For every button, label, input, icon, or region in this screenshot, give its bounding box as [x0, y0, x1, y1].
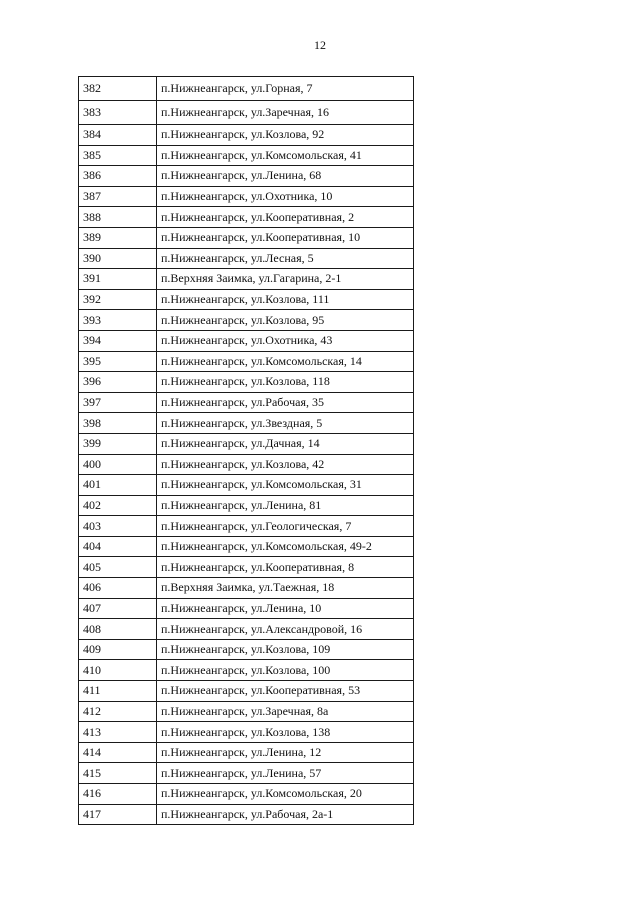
address-cell: п.Нижнеангарск, ул.Звездная, 5: [157, 413, 414, 434]
row-number-cell: 389: [79, 227, 157, 248]
address-cell: п.Нижнеангарск, ул.Кооперативная, 8: [157, 557, 414, 578]
row-number-cell: 403: [79, 516, 157, 537]
row-number-cell: 396: [79, 372, 157, 393]
address-cell: п.Нижнеангарск, ул.Охотника, 43: [157, 330, 414, 351]
table-row: [79, 351, 414, 372]
table-row: [79, 166, 414, 187]
table-row: [79, 701, 414, 722]
table-row: [79, 681, 414, 702]
row-number-cell: 387: [79, 186, 157, 207]
table-row: [79, 269, 414, 290]
row-number-cell: 382: [79, 77, 157, 101]
table-row: [79, 578, 414, 599]
page-number: 12: [314, 38, 326, 52]
table-row: [79, 207, 414, 228]
address-cell: п.Нижнеангарск, ул.Козлова, 95: [157, 310, 414, 331]
row-number-cell: 412: [79, 701, 157, 722]
table-row: [79, 125, 414, 146]
row-number-cell: 393: [79, 310, 157, 331]
table-row: [79, 598, 414, 619]
row-number-cell: 383: [79, 101, 157, 125]
address-cell: п.Нижнеангарск, ул.Горная, 7: [157, 77, 414, 101]
address-cell: п.Нижнеангарск, ул.Кооперативная, 10: [157, 227, 414, 248]
table-row: [79, 804, 414, 825]
address-cell: п.Нижнеангарск, ул.Рабочая, 35: [157, 392, 414, 413]
address-cell: п.Нижнеангарск, ул.Комсомольская, 14: [157, 351, 414, 372]
row-number-cell: 399: [79, 433, 157, 454]
row-number-cell: 409: [79, 639, 157, 660]
address-cell: п.Нижнеангарск, ул.Комсомольская, 49-2: [157, 536, 414, 557]
row-number-cell: 410: [79, 660, 157, 681]
table-row: [79, 433, 414, 454]
address-cell: п.Нижнеангарск, ул.Ленина, 12: [157, 742, 414, 763]
address-cell: п.Нижнеангарск, ул.Дачная, 14: [157, 433, 414, 454]
table-row: [79, 77, 414, 101]
address-cell: п.Нижнеангарск, ул.Ленина, 57: [157, 763, 414, 784]
address-cell: п.Нижнеангарск, ул.Заречная, 8а: [157, 701, 414, 722]
row-number-cell: 395: [79, 351, 157, 372]
row-number-cell: 416: [79, 784, 157, 805]
address-cell: п.Нижнеангарск, ул.Заречная, 16: [157, 101, 414, 125]
table-row: [79, 475, 414, 496]
address-cell: п.Нижнеангарск, ул.Ленина, 81: [157, 495, 414, 516]
address-cell: п.Нижнеангарск, ул.Козлова, 138: [157, 722, 414, 743]
row-number-cell: 404: [79, 536, 157, 557]
table-row: [79, 392, 414, 413]
row-number-cell: 401: [79, 475, 157, 496]
row-number-cell: 397: [79, 392, 157, 413]
row-number-cell: 398: [79, 413, 157, 434]
table-row: [79, 742, 414, 763]
row-number-cell: 415: [79, 763, 157, 784]
table-row: [79, 660, 414, 681]
row-number-cell: 390: [79, 248, 157, 269]
table-row: [79, 784, 414, 805]
table-row: [79, 227, 414, 248]
address-cell: п.Нижнеангарск, ул.Ленина, 68: [157, 166, 414, 187]
address-cell: п.Нижнеангарск, ул.Козлова, 42: [157, 454, 414, 475]
address-cell: п.Нижнеангарск, ул.Козлова, 92: [157, 125, 414, 146]
address-cell: п.Нижнеангарск, ул.Александровой, 16: [157, 619, 414, 640]
row-number-cell: 406: [79, 578, 157, 599]
address-cell: п.Нижнеангарск, ул.Охотника, 10: [157, 186, 414, 207]
address-cell: п.Нижнеангарск, ул.Комсомольская, 20: [157, 784, 414, 805]
table-row: [79, 248, 414, 269]
table-row: [79, 186, 414, 207]
address-cell: п.Нижнеангарск, ул.Геологическая, 7: [157, 516, 414, 537]
address-cell: п.Нижнеангарск, ул.Кооперативная, 2: [157, 207, 414, 228]
row-number-cell: 400: [79, 454, 157, 475]
row-number-cell: 405: [79, 557, 157, 578]
address-table: [78, 76, 414, 825]
address-cell: п.Нижнеангарск, ул.Козлова, 109: [157, 639, 414, 660]
row-number-cell: 414: [79, 742, 157, 763]
address-cell: п.Нижнеангарск, ул.Комсомольская, 31: [157, 475, 414, 496]
table-row: [79, 557, 414, 578]
table-row: [79, 619, 414, 640]
row-number-cell: 388: [79, 207, 157, 228]
address-cell: п.Нижнеангарск, ул.Козлова, 100: [157, 660, 414, 681]
row-number-cell: 402: [79, 495, 157, 516]
row-number-cell: 408: [79, 619, 157, 640]
address-cell: п.Нижнеангарск, ул.Ленина, 10: [157, 598, 414, 619]
row-number-cell: 413: [79, 722, 157, 743]
address-cell: п.Нижнеангарск, ул.Козлова, 111: [157, 289, 414, 310]
table-row: [79, 536, 414, 557]
row-number-cell: 386: [79, 166, 157, 187]
table-row: [79, 516, 414, 537]
table-row: [79, 330, 414, 351]
table-row: [79, 639, 414, 660]
table-row: [79, 372, 414, 393]
address-cell: п.Нижнеангарск, ул.Комсомольская, 41: [157, 145, 414, 166]
table-row: [79, 145, 414, 166]
address-cell: п.Верхняя Заимка, ул.Гагарина, 2-1: [157, 269, 414, 290]
row-number-cell: 384: [79, 125, 157, 146]
row-number-cell: 392: [79, 289, 157, 310]
address-cell: п.Нижнеангарск, ул.Козлова, 118: [157, 372, 414, 393]
address-cell: п.Верхняя Заимка, ул.Таежная, 18: [157, 578, 414, 599]
row-number-cell: 385: [79, 145, 157, 166]
row-number-cell: 411: [79, 681, 157, 702]
address-cell: п.Нижнеангарск, ул.Кооперативная, 53: [157, 681, 414, 702]
row-number-cell: 417: [79, 804, 157, 825]
table-row: [79, 289, 414, 310]
row-number-cell: 407: [79, 598, 157, 619]
table-row: [79, 722, 414, 743]
address-cell: п.Нижнеангарск, ул.Рабочая, 2а-1: [157, 804, 414, 825]
table-row: [79, 763, 414, 784]
row-number-cell: 391: [79, 269, 157, 290]
table-row: [79, 310, 414, 331]
table-row: [79, 101, 414, 125]
table-body: [79, 77, 414, 825]
table-row: [79, 454, 414, 475]
table-row: [79, 413, 414, 434]
table-row: [79, 495, 414, 516]
row-number-cell: 394: [79, 330, 157, 351]
address-cell: п.Нижнеангарск, ул.Лесная, 5: [157, 248, 414, 269]
